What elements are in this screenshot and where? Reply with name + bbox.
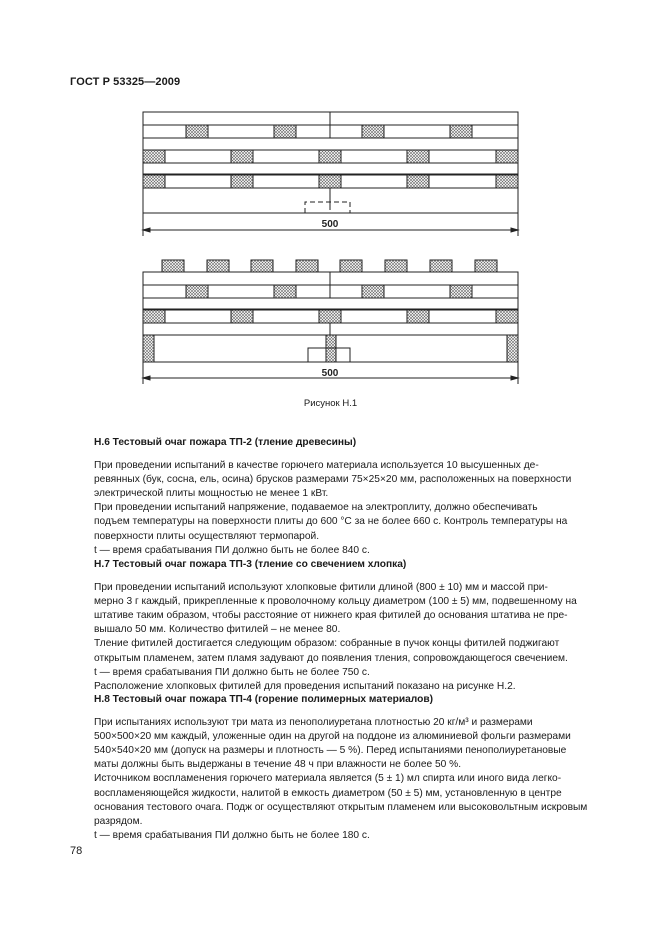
page-number: 78 <box>70 845 83 857</box>
paragraph-line: Тление фитилей достигается следующим образом: собранные в пучок концы фитилей поджигают <box>94 638 560 650</box>
paragraph-line: подъем температуры на поверхности плиты до 600 °С за не более 660 с. Контроль температуры на <box>94 516 568 528</box>
paragraph-line: t — время срабатывания ПИ должно быть не более 750 с. <box>94 666 370 678</box>
figure-caption: Рисунок Н.1 <box>303 398 358 409</box>
section-heading: Н.6 Тестовый очаг пожара ТП-2 (тление древесины) <box>94 437 357 448</box>
paragraph-line: вышало 50 мм. Количество фитилей – не менее 80. <box>94 624 341 636</box>
section-h7 <box>94 558 592 694</box>
paragraph-line: При проведении испытаний в качестве горючего материала используется 10 высушенных де- <box>94 460 539 472</box>
paragraph-line: Расположение хлопковых фитилей для проведения испытаний показано на рисунке Н.2. <box>94 680 516 692</box>
paragraph-line: t — время срабатывания ПИ должно быть не более 840 с. <box>94 544 370 556</box>
paragraph-line: электрической плиты мощностью не менее 1 кВт. <box>94 488 329 500</box>
dimension-label-bottom: 500 <box>321 368 339 379</box>
paragraph-line: 500×500×20 мм каждый, уложенные один на другой на поддоне из алюминиевой фольги размерами <box>94 731 571 743</box>
paragraph-line: разрядом. <box>94 815 143 827</box>
paragraph-line: 540×540×20 мм (допуск на размеры и плотность — 5 %). Перед испытаниями пенополиуретановые <box>94 745 567 757</box>
section-h6 <box>94 436 592 558</box>
paragraph-line: воспламеняющейся жидкости, налитой в емкость диаметром (50 ± 5) мм, установленную в центре <box>94 787 562 799</box>
top-stack-drawing <box>143 112 518 236</box>
section-heading: Н.8 Тестовый очаг пожара ТП-4 (горение полимерных материалов) <box>94 694 434 705</box>
dimension-label-top: 500 <box>321 219 339 230</box>
document-header: ГОСТ Р 53325—2009 <box>70 76 181 88</box>
paragraph-line: ревянных (бук, сосна, ель, осина) брусков размерами 75×25×20 мм, расположенных на поверхности <box>94 474 572 486</box>
paragraph-line: При проведении испытаний напряжение, подаваемое на электроплиту, должно обеспечивать <box>94 502 538 514</box>
section-heading: Н.7 Тестовый очаг пожара ТП-3 (тление со свечением хлопка) <box>94 559 407 570</box>
section-h8 <box>94 693 592 843</box>
figure-h1-drawing <box>0 0 661 395</box>
paragraph-line: основания тестового очага. Подж ог осуществляют открытым пламенем или высоковольтным искровым <box>94 801 588 813</box>
paragraph-line: поверхности плиты осуществляют термопарой. <box>94 530 320 542</box>
paragraph-line: Источником воспламенения горючего материала является (5 ± 1) мл спирта или иного вида легко- <box>94 773 562 785</box>
paragraph-line: маты должны быть выдержаны в течение 48 ч при влажности не более 50 %. <box>94 759 462 771</box>
paragraph-line: открытым пламенем, затем пламя задувают до появления тления, сопровождающегося свечением. <box>94 652 568 664</box>
paragraph-line: При испытаниях используют три мата из пенополиуретана плотностью 20 кг/м³ и размерами <box>94 717 533 729</box>
paragraph-line: При проведении испытаний используют хлопковые фитили длиной (800 ± 10) мм и массой при- <box>94 582 548 594</box>
paragraph-line: t — время срабатывания ПИ должно быть не более 180 с. <box>94 829 370 841</box>
paragraph-line: штативе таким образом, чтобы расстояние от нижнего края фитилей до основания штатива не пре- <box>94 610 568 622</box>
bottom-stack-drawing <box>143 260 518 384</box>
paragraph-line: мерно 3 г каждый, прикрепленные к проволочному кольцу диаметром (100 ± 5) мм, подвешенному на <box>94 596 577 608</box>
